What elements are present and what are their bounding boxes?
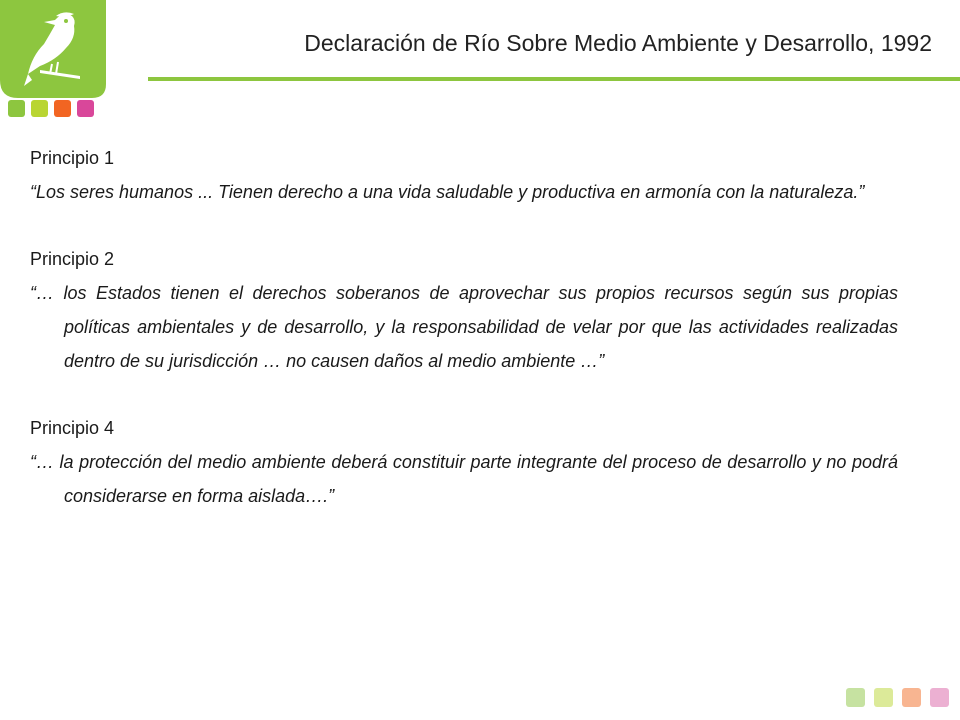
principle-quote: “Los seres humanos ... Tienen derecho a una vida saludable y productiva en armonía con la naturaleza.”	[30, 182, 865, 202]
square-faded-green-light	[874, 688, 893, 707]
title-underline	[148, 77, 960, 81]
principle-quote: “… la protección del medio ambiente deberá constituir parte integrante del proceso de desarrollo y no podrá considerarse en forma aislada….”	[30, 452, 898, 506]
principle-quote: “… los Estados tienen el derechos soberanos de aprovechar sus propios recursos según sus propias políticas ambientales y de desarrollo, y la responsabilidad de velar por que las actividades realizadas dentro de su jurisdicción … no causen daños al medio ambiente …”	[30, 283, 898, 371]
bird-logo	[0, 0, 110, 98]
square-pink	[77, 100, 94, 117]
principle-heading: Principio 1	[30, 148, 115, 168]
color-squares-top	[8, 100, 100, 117]
square-green-light	[31, 100, 48, 117]
square-faded-orange	[902, 688, 921, 707]
square-faded-green-dark	[846, 688, 865, 707]
principle-1	[30, 142, 898, 209]
slide-content	[30, 142, 898, 513]
square-green-dark	[8, 100, 25, 117]
page-title: Declaración de Río Sobre Medio Ambiente y Desarrollo, 1992	[304, 30, 932, 56]
principle-heading: Principio 4	[30, 418, 115, 438]
square-orange	[54, 100, 71, 117]
principle-heading: Principio 2	[30, 249, 115, 269]
principle-2	[30, 243, 898, 378]
square-faded-pink	[930, 688, 949, 707]
bird-logo-icon	[0, 0, 110, 98]
principle-4	[30, 412, 898, 513]
color-squares-bottom	[846, 688, 958, 707]
